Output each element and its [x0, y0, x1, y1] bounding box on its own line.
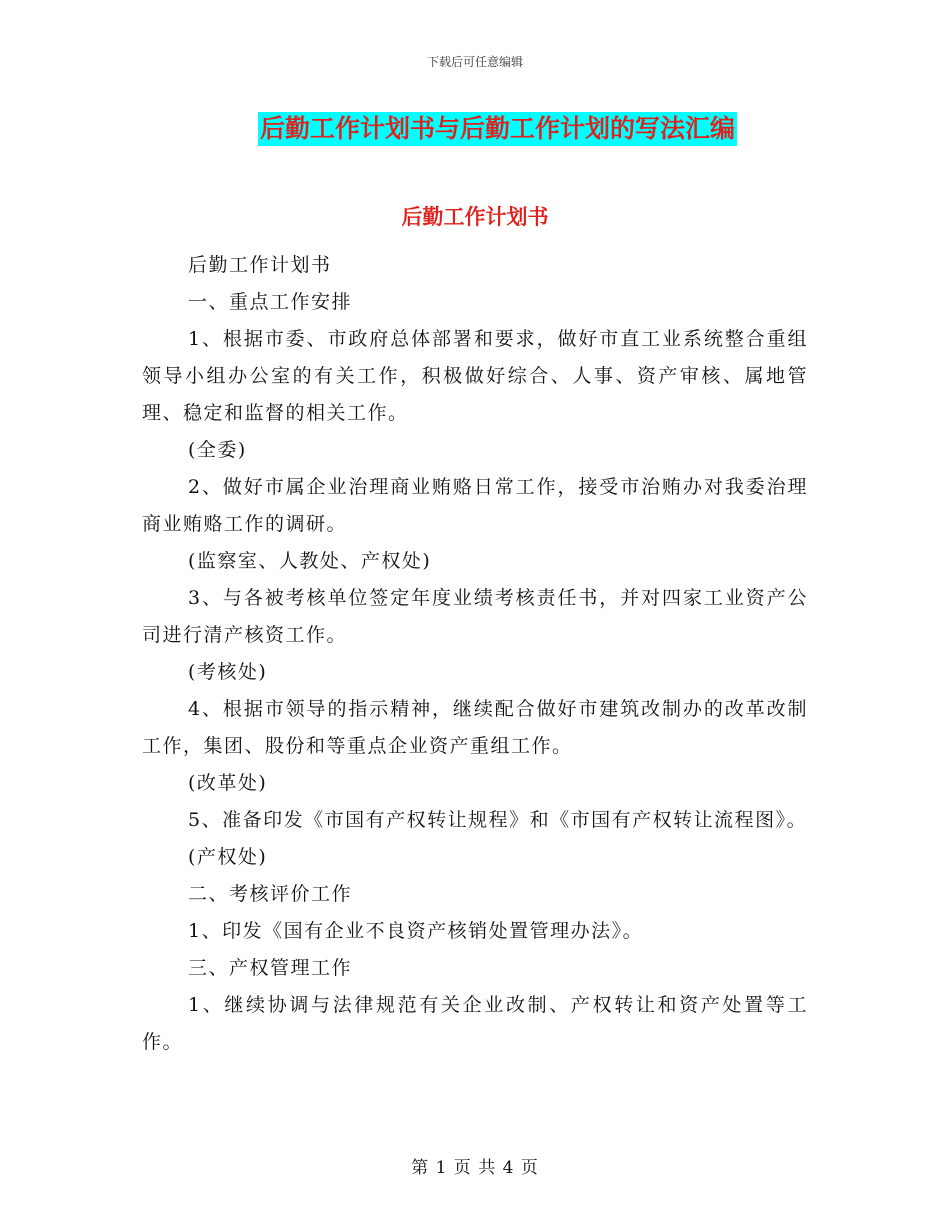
paragraph: 1、根据市委、市政府总体部署和要求，做好市直工业系统整合重组领导小组办公室的有关工作，积极做好综合、人事、资产审核、属地管理、稳定和监督的相关工作。 [142, 328, 808, 424]
paragraph: 一、重点工作安排 [188, 291, 353, 313]
paragraph: 2、做好市属企业治理商业贿赂日常工作，接受市治贿办对我委治理商业贿赂工作的调研。 [142, 476, 808, 535]
document-title-container [0, 112, 950, 146]
document-title: 后勤工作计划书与后勤工作计划的写法汇编 [258, 112, 737, 146]
paragraph: 5、准备印发《市国有产权转让规程》和《市国有产权转让流程图》。 [188, 809, 808, 831]
paragraph: (全委) [188, 439, 247, 461]
paragraph: 二、考核评价工作 [188, 883, 353, 905]
paragraph: 1、印发《国有企业不良资产核销处置管理办法》。 [188, 920, 644, 942]
paragraph: (改革处) [188, 772, 268, 794]
paragraph: 3、与各被考核单位签定年度业绩考核责任书，并对四家工业资产公司进行清产核资工作。 [142, 587, 808, 646]
paragraph: 1、继续协调与法律规范有关企业改制、产权转让和资产处置等工作。 [142, 994, 808, 1053]
paragraph: (监察室、人教处、产权处) [188, 550, 432, 572]
paragraph: 4、根据市领导的指示精神，继续配合做好市建筑改制办的改革改制工作，集团、股份和等重点企业资产重组工作。 [142, 698, 808, 757]
paragraph: 后勤工作计划书 [188, 254, 332, 276]
paragraph: (考核处) [188, 661, 268, 683]
section-title: 后勤工作计划书 [401, 205, 549, 229]
paragraph: 三、产权管理工作 [188, 957, 353, 979]
page-number: 第 1 页 共 4 页 [411, 1158, 539, 1178]
paragraph: (产权处) [188, 846, 268, 868]
document-body [142, 247, 808, 1061]
page-header-note: 下载后可任意编辑 [426, 55, 523, 69]
